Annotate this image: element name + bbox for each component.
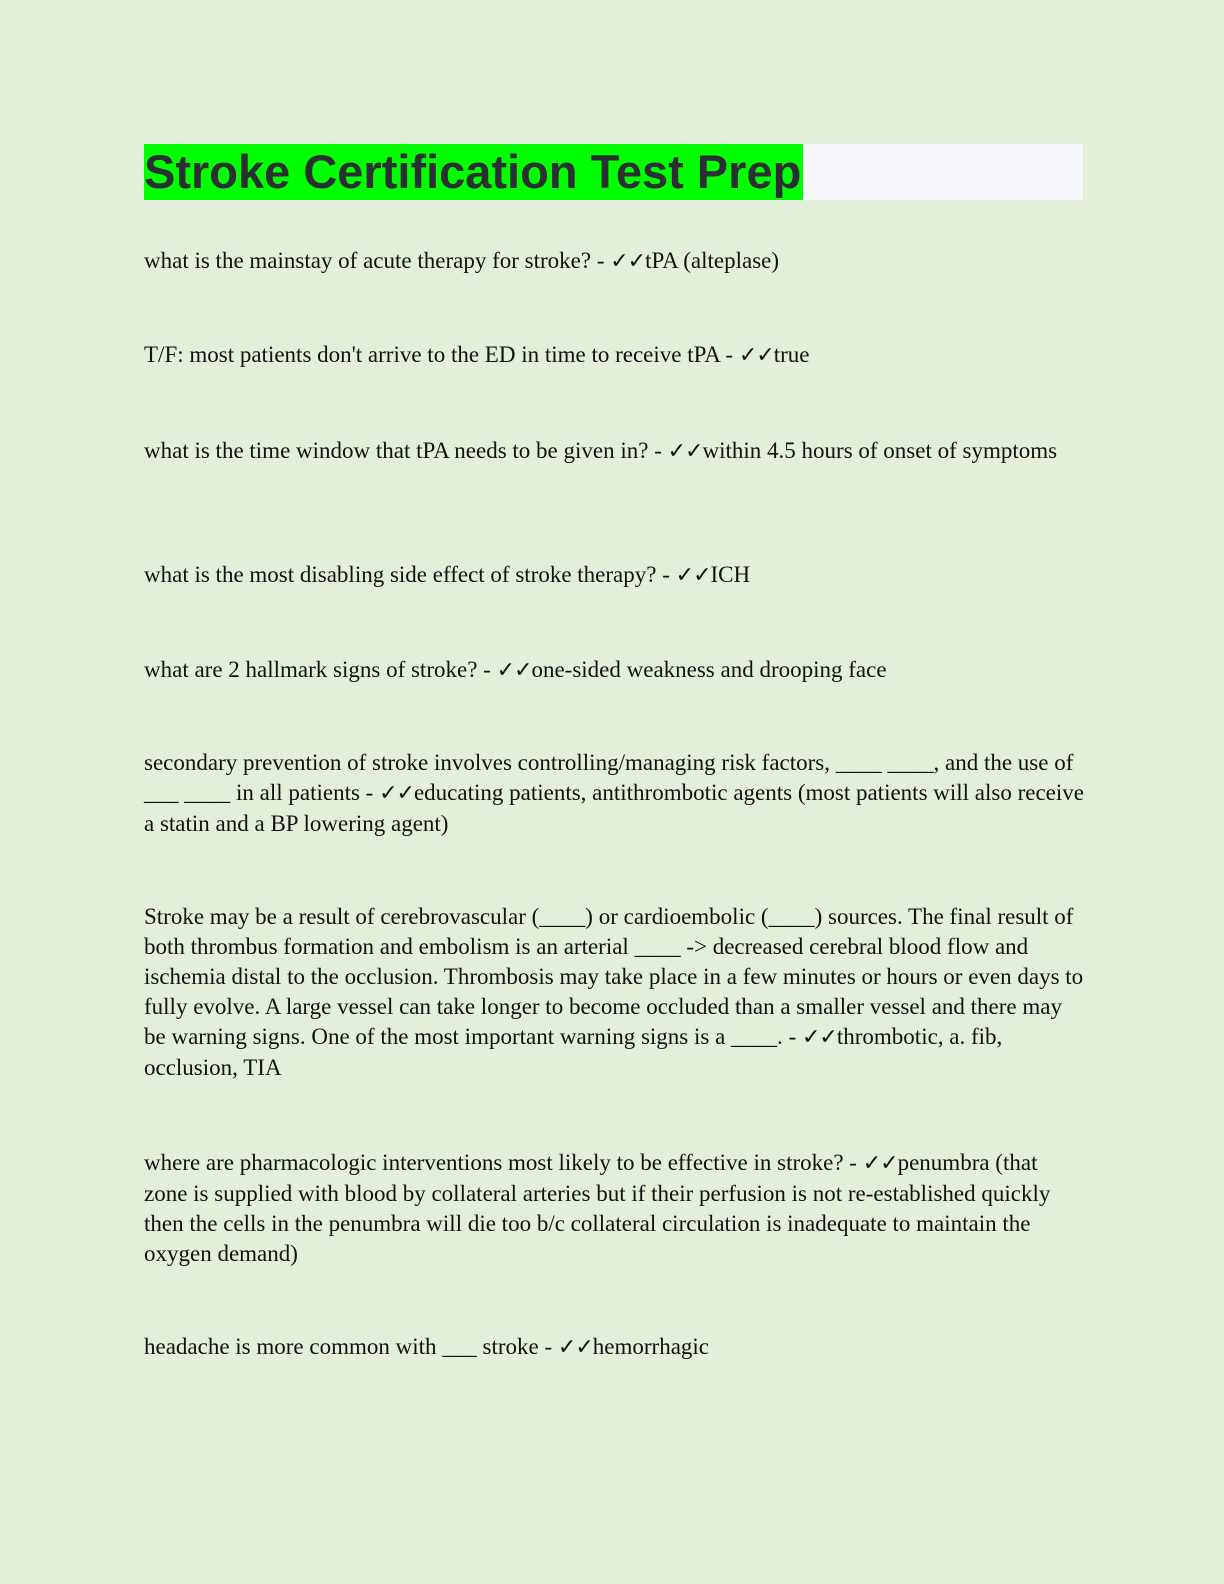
qa-item-9 xyxy=(144,1332,1084,1363)
separator: - xyxy=(477,657,497,682)
question-text: what is the most disabling side effect of stroke therapy? xyxy=(144,562,657,587)
double-check-icon: ✓✓ xyxy=(738,343,774,368)
qa-item-5 xyxy=(144,655,1084,686)
qa-item-7 xyxy=(144,902,1084,1083)
double-check-icon: ✓✓ xyxy=(557,1335,593,1360)
qa-item-1 xyxy=(144,246,1084,277)
double-check-icon: ✓✓ xyxy=(675,563,711,588)
separator: - xyxy=(591,248,611,273)
question-text: what is the time window that tPA needs to be given in? xyxy=(144,438,649,463)
answer-text: hemorrhagic xyxy=(592,1334,710,1359)
answer-text: thrombotic, a. fib, occlusion, TIA xyxy=(144,1024,1003,1080)
double-check-icon: ✓✓ xyxy=(496,658,532,683)
question-text: T/F: most patients don't arrive to the ED in time to receive tPA xyxy=(144,342,720,367)
qa-item-2 xyxy=(144,340,1084,371)
qa-item-4 xyxy=(144,560,1084,591)
answer-text: ICH xyxy=(710,562,751,587)
double-check-icon: ✓✓ xyxy=(862,1151,898,1176)
qa-item-6 xyxy=(144,748,1084,839)
separator: - xyxy=(656,562,676,587)
answer-text: penumbra (that zone is supplied with blood by collateral arteries but if their perfusion is not re-established quickly then the cells in the penumbra will die too b/c collateral circulation is inadequate to maintain the oxygen demand) xyxy=(144,1150,1051,1266)
separator: - xyxy=(359,780,380,805)
question-text: Stroke may be a result of cerebrovascular (____) or cardioembolic (____) sources. The final result of both thrombus formation and embolism is an arterial ____ -> decreased cerebral blood flow and ischemia distal to the occlusion. Thrombosis may take place in a few minutes or hours or even days to fully evolve. A large vessel can take longer to become occluded than a smaller vessel and there may be warning signs. One of the most important warning signs is a ____. xyxy=(144,904,1084,1049)
qa-item-8 xyxy=(144,1148,1084,1269)
question-text: secondary prevention of stroke involves controlling/managing risk factors, ____ ____, and the use of ___ ____ in all patients xyxy=(144,750,1074,805)
question-text: what is the mainstay of acute therapy for stroke? xyxy=(144,248,592,273)
separator: - xyxy=(782,1024,802,1049)
question-text: where are pharmacologic interventions most likely to be effective in stroke? xyxy=(144,1150,844,1175)
qa-item-3 xyxy=(144,436,1084,467)
question-text: what are 2 hallmark signs of stroke? xyxy=(144,657,478,682)
question-text: headache is more common with ___ stroke xyxy=(144,1334,539,1359)
double-check-icon: ✓✓ xyxy=(667,439,703,464)
separator: - xyxy=(843,1150,863,1175)
double-check-icon: ✓✓ xyxy=(801,1025,837,1050)
separator: - xyxy=(719,342,739,367)
answer-text: one-sided weakness and drooping face xyxy=(531,657,887,682)
page-title: Stroke Certification Test Prep xyxy=(144,145,802,198)
answer-text: tPA (alteplase) xyxy=(645,248,780,273)
answer-text: within 4.5 hours of onset of symptoms xyxy=(702,438,1058,463)
separator: - xyxy=(538,1334,558,1359)
separator: - xyxy=(648,438,668,463)
double-check-icon: ✓✓ xyxy=(379,781,414,806)
double-check-icon: ✓✓ xyxy=(610,249,646,274)
answer-text: true xyxy=(773,342,810,367)
answer-text: educating patients, antithrombotic agents (most patients will also receive a statin and a BP lowering agent) xyxy=(144,780,1084,836)
